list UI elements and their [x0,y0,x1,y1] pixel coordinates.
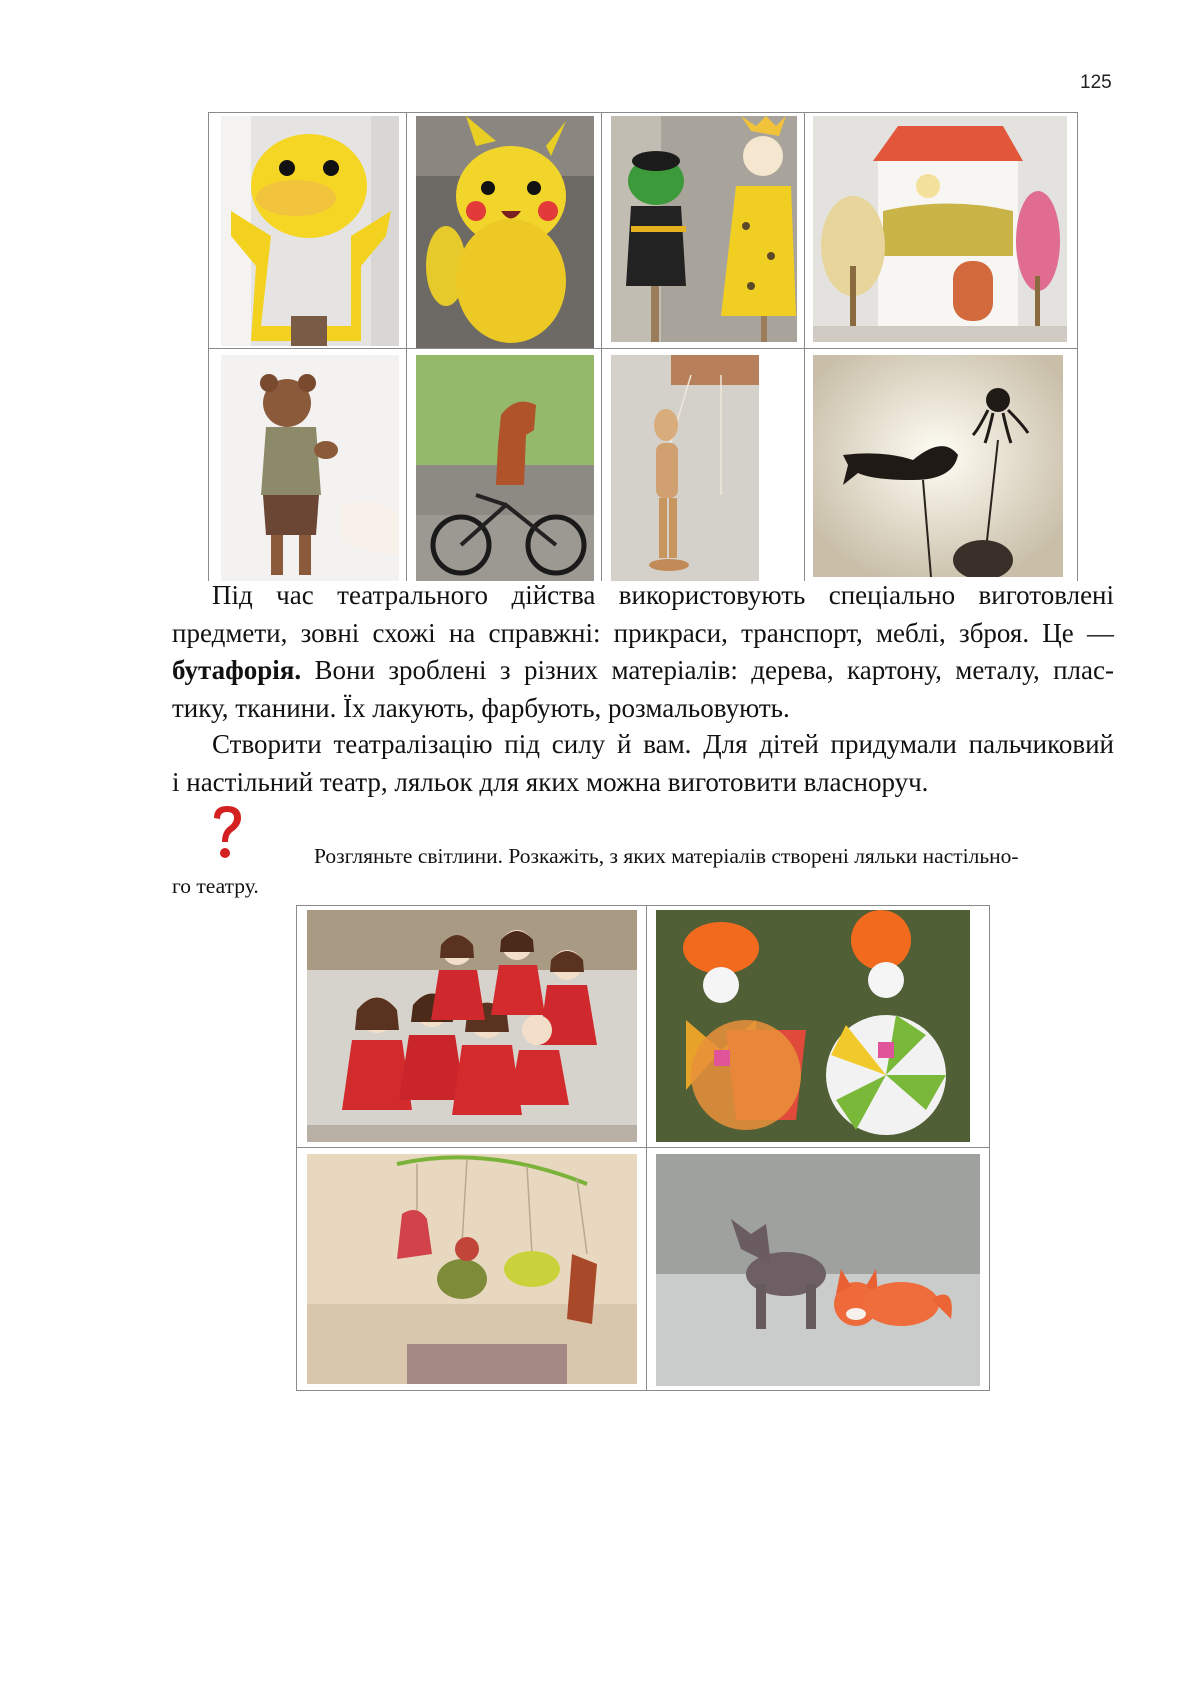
table-theatre-photo-grid [296,905,990,1391]
felt-dolls-photo [307,910,637,1142]
paragraph-1-line-3: Вони зроблені з різних матеріалів: дерева, картону, металу, плас- [301,655,1114,685]
clay-horse-and-fox-photo [656,1154,980,1386]
wooden-marionette-photo [611,355,759,581]
puppet-photo-grid [208,112,1078,581]
term-props: бутафорія. [172,655,302,685]
duck-hand-puppet-photo [221,116,399,346]
cardboard-theatre-house-photo [813,116,1067,342]
bear-hand-puppet-photo [221,355,399,581]
shadow-puppets-photo [813,355,1063,577]
paragraph-2-line-1: Створити театралізацію під силу й вам. Для дітей придумали пальчиковий [212,729,1114,759]
paragraph-1-line-4: тику, тканини. Їх лакують, фарбують, розмальовують. [172,692,790,723]
paragraph-1-line-1: Під час театрального дійства використовують спеціально виготовлені [212,580,1114,610]
task-line-1: Розгляньте світлини. Розкажіть, з яких матеріалів створені ляльки настільно- [314,844,1019,868]
page-number: 125 [1080,72,1112,93]
task-question [172,838,1114,904]
paper-dolls-photo [656,910,970,1142]
paragraph-theatre [172,726,1114,801]
paragraph-props [172,577,1114,727]
paragraph-2-line-2: і настільний театр, ляльок для яких можна виготовити власноруч. [172,766,929,797]
pikachu-costume-photo [416,116,594,348]
task-line-2: го театру. [172,874,259,898]
dinosaur-on-bicycle-photo [416,355,594,581]
paragraph-1-line-2: предмети, зовні схожі на справжні: прикраси, транспорт, меблі, зброя. Це — [172,617,1114,648]
frog-and-queen-puppets-photo [611,116,797,342]
knitted-animals-mobile-photo [307,1154,637,1384]
